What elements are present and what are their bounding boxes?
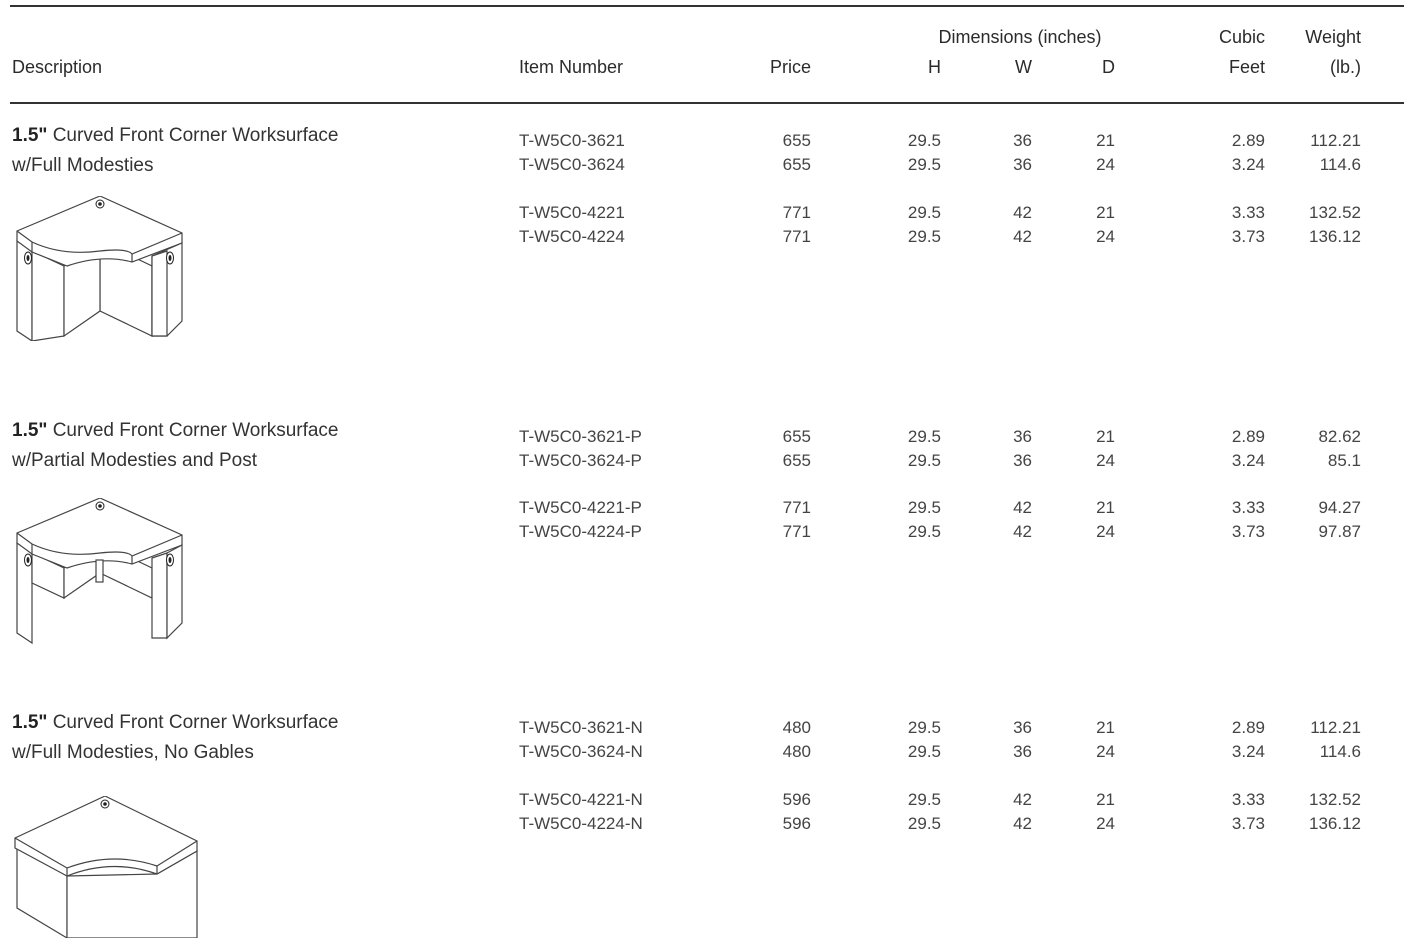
cubic-feet: 3.33 (1231, 498, 1265, 517)
price: 771 (782, 522, 811, 541)
header-lb: (lb.) (1330, 57, 1361, 77)
width: 36 (1013, 718, 1032, 737)
cubic-feet: 3.73 (1231, 814, 1265, 833)
cubic-feet: 3.24 (1231, 155, 1265, 174)
cubic-feet: 3.73 (1231, 522, 1265, 541)
item-number: T-W5C0-3621-N (519, 718, 643, 737)
depth: 24 (1096, 814, 1115, 833)
product-title: Curved Front Corner Worksurface (47, 125, 339, 146)
weight: 132.52 (1309, 790, 1361, 809)
depth: 21 (1096, 498, 1115, 517)
width: 42 (1013, 498, 1032, 517)
price: 655 (782, 427, 811, 446)
item-number: T-W5C0-4221 (519, 203, 625, 222)
item-number: T-W5C0-4224 (519, 227, 625, 246)
header-h: H (928, 57, 941, 77)
weight: 82.62 (1318, 427, 1361, 446)
price: 480 (782, 742, 811, 761)
height: 29.5 (907, 451, 941, 470)
header-rule (10, 102, 1404, 104)
top-rule (10, 5, 1404, 7)
price: 596 (782, 790, 811, 809)
height: 29.5 (907, 155, 941, 174)
header-w: W (1015, 57, 1032, 77)
product-subtitle: w/Full Modesties (12, 155, 154, 176)
header-weight: Weight (1305, 27, 1361, 47)
header-description: Description (12, 57, 103, 77)
item-number: T-W5C0-3621 (519, 131, 625, 150)
weight: 136.12 (1309, 814, 1361, 833)
width: 42 (1013, 227, 1032, 246)
table-row (0, 788, 1408, 812)
cubic-feet: 2.89 (1231, 718, 1265, 737)
item-number: T-W5C0-3624 (519, 155, 625, 174)
depth: 21 (1096, 790, 1115, 809)
price: 480 (782, 718, 811, 737)
height: 29.5 (907, 498, 941, 517)
item-number: T-W5C0-4221-N (519, 790, 643, 809)
product-title: Curved Front Corner Worksurface (47, 712, 339, 733)
width: 36 (1013, 427, 1032, 446)
cubic-feet: 3.33 (1231, 203, 1265, 222)
header-price: Price (769, 57, 811, 77)
height: 29.5 (907, 131, 941, 150)
height: 29.5 (907, 790, 941, 809)
table-row (0, 740, 1408, 764)
width: 36 (1013, 451, 1032, 470)
weight: 97.87 (1318, 522, 1361, 541)
price: 596 (782, 814, 811, 833)
cubic-feet: 2.89 (1231, 131, 1265, 150)
cubic-feet: 2.89 (1231, 427, 1265, 446)
table-row (0, 425, 1408, 449)
table-row (0, 496, 1408, 520)
item-number: T-W5C0-3621-P (519, 427, 642, 446)
weight: 112.21 (1310, 718, 1361, 737)
table-row (0, 153, 1408, 177)
weight: 114.6 (1319, 742, 1361, 761)
depth: 21 (1096, 427, 1115, 446)
weight: 112.21 (1310, 131, 1361, 150)
width: 36 (1013, 742, 1032, 761)
weight: 136.12 (1309, 227, 1361, 246)
depth: 21 (1096, 718, 1115, 737)
cubic-feet: 3.73 (1231, 227, 1265, 246)
width: 36 (1013, 155, 1032, 174)
width: 42 (1013, 522, 1032, 541)
table-row (0, 520, 1408, 544)
header-dimensions: Dimensions (inches) (938, 27, 1102, 47)
table-row (0, 225, 1408, 249)
width: 36 (1013, 131, 1032, 150)
item-number: T-W5C0-4221-P (519, 498, 642, 517)
price: 771 (782, 498, 811, 517)
header-item-number: Item Number (519, 57, 624, 77)
header-feet: Feet (1228, 57, 1265, 77)
product-size: 1.5" (12, 420, 48, 441)
depth: 24 (1096, 522, 1115, 541)
cubic-feet: 3.33 (1231, 790, 1265, 809)
height: 29.5 (907, 742, 941, 761)
price: 655 (782, 131, 811, 150)
table-row (0, 201, 1408, 225)
weight: 94.27 (1318, 498, 1361, 517)
width: 42 (1013, 203, 1032, 222)
table-row (0, 812, 1408, 836)
weight: 132.52 (1309, 203, 1361, 222)
price: 771 (782, 203, 811, 222)
depth: 24 (1096, 451, 1115, 470)
price: 771 (782, 227, 811, 246)
product-size: 1.5" (12, 125, 48, 146)
product-subtitle: w/Full Modesties, No Gables (12, 742, 254, 763)
depth: 24 (1096, 742, 1115, 761)
height: 29.5 (907, 522, 941, 541)
depth: 24 (1096, 155, 1115, 174)
weight: 85.1 (1327, 451, 1361, 470)
item-number: T-W5C0-3624-P (519, 451, 642, 470)
product-title: Curved Front Corner Worksurface (47, 420, 339, 441)
cubic-feet: 3.24 (1231, 742, 1265, 761)
table-row (0, 129, 1408, 153)
header-cubic: Cubic (1218, 27, 1265, 47)
item-number: T-W5C0-4224-N (519, 814, 643, 833)
weight: 114.6 (1319, 155, 1361, 174)
depth: 24 (1096, 227, 1115, 246)
height: 29.5 (907, 203, 941, 222)
item-number: T-W5C0-4224-P (519, 522, 642, 541)
depth: 21 (1096, 203, 1115, 222)
height: 29.5 (907, 227, 941, 246)
height: 29.5 (907, 814, 941, 833)
height: 29.5 (907, 427, 941, 446)
table-row (0, 449, 1408, 473)
price: 655 (782, 155, 811, 174)
depth: 21 (1096, 131, 1115, 150)
price: 655 (782, 451, 811, 470)
table-row (0, 716, 1408, 740)
width: 42 (1013, 814, 1032, 833)
height: 29.5 (907, 718, 941, 737)
product-subtitle: w/Partial Modesties and Post (12, 450, 258, 471)
width: 42 (1013, 790, 1032, 809)
item-number: T-W5C0-3624-N (519, 742, 643, 761)
product-size: 1.5" (12, 712, 48, 733)
header-d: D (1102, 57, 1115, 77)
cubic-feet: 3.24 (1231, 451, 1265, 470)
